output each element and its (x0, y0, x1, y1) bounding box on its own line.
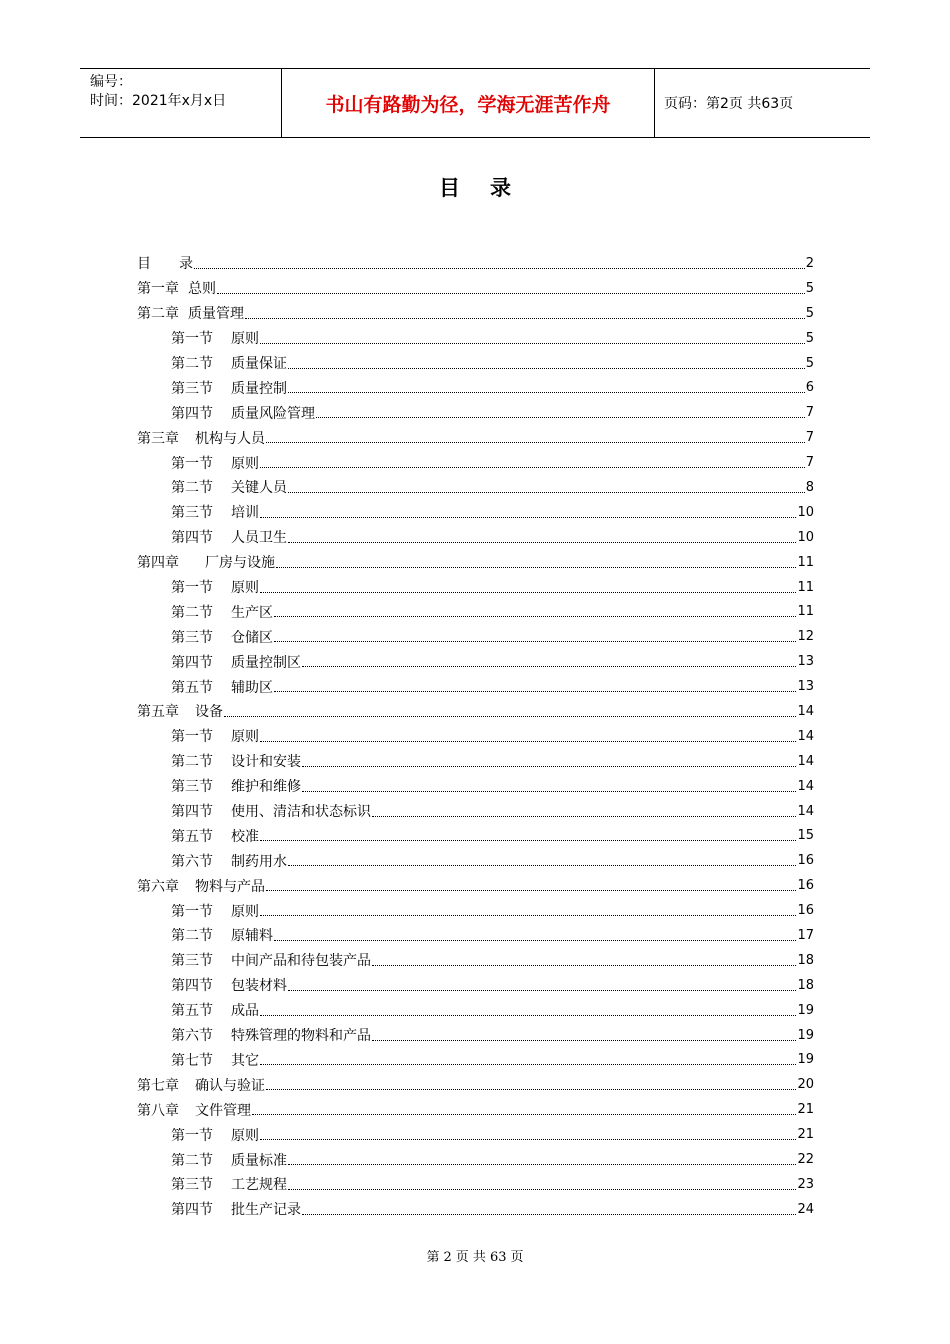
toc-dot-leader (288, 368, 805, 369)
toc-dot-leader (260, 1064, 796, 1065)
toc-entry-title: 原辅料 (231, 928, 273, 945)
toc-page-number: 16 (797, 853, 814, 869)
toc-dot-leader (194, 268, 805, 269)
toc-entry-title: 校准 (231, 828, 259, 845)
toc-entry-title: 仓储区 (231, 629, 273, 646)
toc-entry-number: 第七节 (171, 1052, 213, 1069)
header-page-info: 页码：第2页 共63页 (664, 96, 794, 112)
toc-chapter-entry[interactable] (137, 1072, 814, 1097)
toc-page-number: 21 (797, 1127, 814, 1143)
footer-prefix: 第 (426, 1250, 440, 1265)
toc-dot-leader (372, 816, 796, 817)
toc-dot-leader (372, 1040, 796, 1041)
toc-entry-title: 质量标准 (231, 1152, 287, 1169)
toc-entry-title: 原则 (231, 455, 259, 472)
toc-page-number: 23 (797, 1176, 814, 1192)
toc-entry-number: 第一节 (171, 1127, 213, 1144)
toc-entry-title: 设计和安装 (231, 754, 301, 771)
toc-section-entry[interactable] (137, 1147, 814, 1172)
toc-entry-title: 设备 (195, 704, 223, 721)
toc-dot-leader (288, 990, 796, 991)
toc-page-number: 14 (797, 778, 814, 794)
toc-section-entry[interactable] (137, 774, 814, 799)
toc-entry-number: 第四节 (171, 654, 213, 671)
toc-entry-title: 辅助区 (231, 679, 273, 696)
table-of-contents (137, 251, 814, 1222)
toc-entry-title: 质量管理 (188, 306, 244, 323)
toc-page-number: 6 (805, 380, 814, 396)
toc-section-entry[interactable] (137, 599, 814, 624)
toc-section-entry[interactable] (137, 1122, 814, 1147)
toc-chapter-entry[interactable] (137, 699, 814, 724)
toc-entry-number: 第四节 (171, 530, 213, 547)
footer-suffix: 页 (510, 1250, 524, 1265)
toc-section-entry[interactable] (137, 674, 814, 699)
toc-section-entry[interactable] (137, 1172, 814, 1197)
toc-page-number: 10 (797, 529, 814, 545)
header-motto: 书山有路勤为径，学海无涯苦作舟 (282, 69, 655, 137)
toc-entry-number: 第五章 (137, 704, 179, 721)
toc-dot-leader (276, 567, 796, 568)
toc-dot-leader (288, 865, 796, 866)
toc-entry-title: 特殊管理的物料和产品 (231, 1028, 371, 1045)
toc-page-number: 2 (805, 255, 814, 271)
toc-section-entry[interactable] (137, 351, 814, 376)
toc-section-entry[interactable] (137, 1197, 814, 1222)
toc-page-number: 8 (805, 479, 814, 495)
toc-dot-leader (288, 392, 805, 393)
toc-section-entry[interactable] (137, 475, 814, 500)
toc-entry-number: 第三节 (171, 505, 213, 522)
toc-page-number: 21 (797, 1102, 814, 1118)
toc-section-entry[interactable] (137, 799, 814, 824)
toc-dot-leader (288, 542, 796, 543)
toc-section-entry[interactable] (137, 1023, 814, 1048)
toc-dot-leader (274, 641, 796, 642)
toc-entry-number: 第五节 (171, 1003, 213, 1020)
toc-page-number: 18 (797, 952, 814, 968)
toc-chapter-entry[interactable] (137, 251, 814, 276)
toc-page-number: 11 (797, 604, 814, 620)
toc-dot-leader (274, 616, 796, 617)
toc-entry-number: 第五节 (171, 679, 213, 696)
toc-page-number: 5 (805, 330, 814, 346)
toc-dot-leader (260, 343, 805, 344)
toc-entry-number: 第二节 (171, 928, 213, 945)
toc-entry-title: 厂房与设施 (205, 555, 275, 572)
toc-page-number: 17 (797, 927, 814, 943)
toc-entry-number: 第八章 (137, 1102, 179, 1119)
toc-dot-leader (316, 417, 805, 418)
toc-entry-title: 机构与人员 (195, 430, 265, 447)
toc-section-entry[interactable] (137, 848, 814, 873)
toc-entry-number: 第三章 (137, 430, 179, 447)
toc-entry-title: 质量控制 (231, 380, 287, 397)
toc-entry-title: 原则 (231, 1127, 259, 1144)
toc-entry-title: 中间产品和待包装产品 (231, 953, 371, 970)
toc-entry-number: 第四节 (171, 405, 213, 422)
toc-entry-title: 工艺规程 (231, 1177, 287, 1194)
toc-dot-leader (266, 1089, 796, 1090)
toc-dot-leader (288, 1189, 796, 1190)
toc-entry-title: 包装材料 (231, 978, 287, 995)
footer-total-pages: 63 (489, 1250, 507, 1265)
toc-page-number: 14 (797, 753, 814, 769)
toc-entry-number: 第四节 (171, 978, 213, 995)
toc-dot-leader (260, 517, 796, 518)
toc-dot-leader (288, 492, 805, 493)
toc-chapter-entry[interactable] (137, 301, 814, 326)
toc-dot-leader (372, 965, 796, 966)
toc-page-number: 16 (797, 903, 814, 919)
toc-dot-leader (217, 293, 805, 294)
toc-page-number: 5 (805, 305, 814, 321)
toc-chapter-entry[interactable] (137, 550, 814, 575)
toc-page-number: 7 (805, 405, 814, 421)
toc-section-entry[interactable] (137, 450, 814, 475)
toc-entry-title: 质量控制区 (231, 654, 301, 671)
footer-current-page: 2 (443, 1250, 452, 1265)
toc-dot-leader (302, 1214, 796, 1215)
toc-page-number: 13 (797, 654, 814, 670)
toc-entry-number: 第二节 (171, 356, 213, 372)
toc-page-number: 11 (797, 554, 814, 570)
toc-page-number: 16 (797, 878, 814, 894)
toc-dot-leader (260, 1015, 796, 1016)
toc-entry-number: 第一节 (171, 903, 213, 920)
toc-entry-number: 第二节 (171, 754, 213, 771)
toc-section-entry[interactable] (137, 973, 814, 998)
toc-page-number: 24 (797, 1201, 814, 1217)
toc-entry-title: 成品 (231, 1003, 259, 1020)
toc-section-entry[interactable] (137, 525, 814, 550)
toc-dot-leader (224, 716, 796, 717)
toc-page-number: 19 (797, 1002, 814, 1018)
toc-entry-title: 原则 (231, 331, 259, 348)
toc-dot-leader (288, 1164, 796, 1165)
toc-page-number: 5 (805, 355, 814, 371)
toc-section-entry[interactable] (137, 649, 814, 674)
toc-entry-number: 第一节 (171, 331, 213, 348)
toc-section-entry[interactable] (137, 1048, 814, 1073)
page-title: 目录 (439, 176, 541, 200)
toc-section-entry[interactable] (137, 923, 814, 948)
toc-page-number: 12 (797, 629, 814, 645)
toc-entry-number: 第三节 (171, 629, 213, 646)
toc-dot-leader (252, 1114, 796, 1115)
toc-page-number: 5 (805, 280, 814, 296)
toc-section-entry[interactable] (137, 948, 814, 973)
toc-section-entry[interactable] (137, 998, 814, 1023)
toc-entry-title: 维护和维修 (231, 779, 301, 796)
toc-entry-title: 确认与验证 (195, 1077, 265, 1094)
toc-dot-leader (260, 915, 796, 916)
toc-section-entry[interactable] (137, 624, 814, 649)
document-header (80, 68, 870, 138)
toc-section-entry[interactable] (137, 400, 814, 425)
toc-dot-leader (260, 840, 796, 841)
toc-page-number: 18 (797, 977, 814, 993)
toc-entry-number: 第一节 (171, 729, 213, 746)
toc-section-entry[interactable] (137, 823, 814, 848)
toc-entry-number: 目 (137, 256, 151, 273)
toc-entry-number: 第六节 (171, 853, 213, 870)
toc-entry-title: 文件管理 (195, 1102, 251, 1119)
toc-entry-title: 制药用水 (231, 853, 287, 870)
toc-dot-leader (266, 890, 796, 891)
toc-entry-number: 第一节 (171, 455, 213, 472)
toc-entry-title: 培训 (231, 505, 259, 522)
toc-entry-title: 录 (179, 256, 193, 273)
toc-entry-title: 其它 (231, 1052, 259, 1069)
toc-entry-title: 使用、清洁和状态标识 (231, 804, 371, 821)
toc-entry-number: 第三节 (171, 779, 213, 796)
toc-page-number: 7 (805, 455, 814, 471)
toc-entry-number: 第三节 (171, 1177, 213, 1194)
toc-section-entry[interactable] (137, 575, 814, 600)
toc-entry-number: 第三节 (171, 953, 213, 970)
toc-entry-title: 人员卫生 (231, 530, 287, 547)
toc-entry-number: 第六章 (137, 878, 179, 895)
toc-entry-title: 质量风险管理 (231, 405, 315, 422)
toc-dot-leader (245, 318, 805, 319)
document-number-label: 编号： (90, 74, 132, 90)
toc-entry-number: 第四节 (171, 1202, 213, 1219)
toc-entry-number: 第一章 (137, 281, 179, 298)
toc-page-number: 15 (797, 828, 814, 844)
toc-entry-title: 生产区 (231, 604, 273, 621)
toc-dot-leader (274, 691, 796, 692)
toc-dot-leader (274, 940, 796, 941)
toc-entry-number: 第六节 (171, 1028, 213, 1045)
toc-dot-leader (260, 467, 805, 468)
toc-entry-title: 质量保证 (231, 356, 287, 372)
toc-entry-number: 第二章 (137, 306, 179, 323)
toc-dot-leader (260, 741, 796, 742)
toc-page-number: 11 (797, 579, 814, 595)
footer-mid: 页 共 (455, 1250, 486, 1265)
toc-page-number: 14 (797, 703, 814, 719)
toc-page-number: 22 (797, 1152, 814, 1167)
toc-dot-leader (302, 791, 796, 792)
toc-dot-leader (302, 766, 796, 767)
toc-chapter-entry[interactable] (137, 276, 814, 301)
toc-section-entry[interactable] (137, 326, 814, 351)
toc-entry-number: 第一节 (171, 580, 213, 597)
toc-page-number: 7 (805, 430, 814, 446)
toc-dot-leader (260, 1139, 796, 1140)
page-footer (0, 1246, 950, 1265)
toc-dot-leader (260, 592, 796, 593)
toc-page-number: 14 (797, 728, 814, 744)
toc-entry-title: 批生产记录 (231, 1202, 301, 1219)
toc-entry-number: 第二节 (171, 480, 213, 497)
toc-section-entry[interactable] (137, 749, 814, 774)
toc-entry-number: 第四节 (171, 804, 213, 821)
toc-page-number: 13 (797, 679, 814, 695)
toc-entry-title: 原则 (231, 903, 259, 920)
toc-entry-title: 原则 (231, 580, 259, 597)
toc-entry-number: 第五节 (171, 828, 213, 845)
toc-entry-title: 原则 (231, 729, 259, 746)
toc-entry-title: 总则 (188, 281, 216, 298)
toc-entry-number: 第四章 (137, 555, 179, 572)
toc-section-entry[interactable] (137, 724, 814, 749)
toc-entry-number: 第二节 (171, 604, 213, 621)
toc-entry-title: 关键人员 (231, 480, 287, 497)
toc-entry-number: 第七章 (137, 1077, 179, 1094)
toc-page-number: 10 (797, 504, 814, 520)
document-time-label: 时间：2021年x月x日 (90, 93, 227, 109)
toc-section-entry[interactable] (137, 898, 814, 923)
toc-entry-title: 物料与产品 (195, 878, 265, 895)
toc-page-number: 14 (797, 803, 814, 819)
toc-chapter-entry[interactable] (137, 1097, 814, 1122)
toc-section-entry[interactable] (137, 375, 814, 400)
toc-entry-number: 第二节 (171, 1152, 213, 1169)
toc-page-number: 20 (797, 1077, 814, 1093)
toc-page-number: 19 (797, 1027, 814, 1043)
toc-entry-number: 第三节 (171, 380, 213, 397)
toc-section-entry[interactable] (137, 500, 814, 525)
toc-chapter-entry[interactable] (137, 425, 814, 450)
toc-dot-leader (302, 666, 796, 667)
toc-dot-leader (266, 442, 805, 443)
toc-chapter-entry[interactable] (137, 873, 814, 898)
toc-page-number: 19 (797, 1052, 814, 1068)
header-meta (80, 69, 282, 137)
